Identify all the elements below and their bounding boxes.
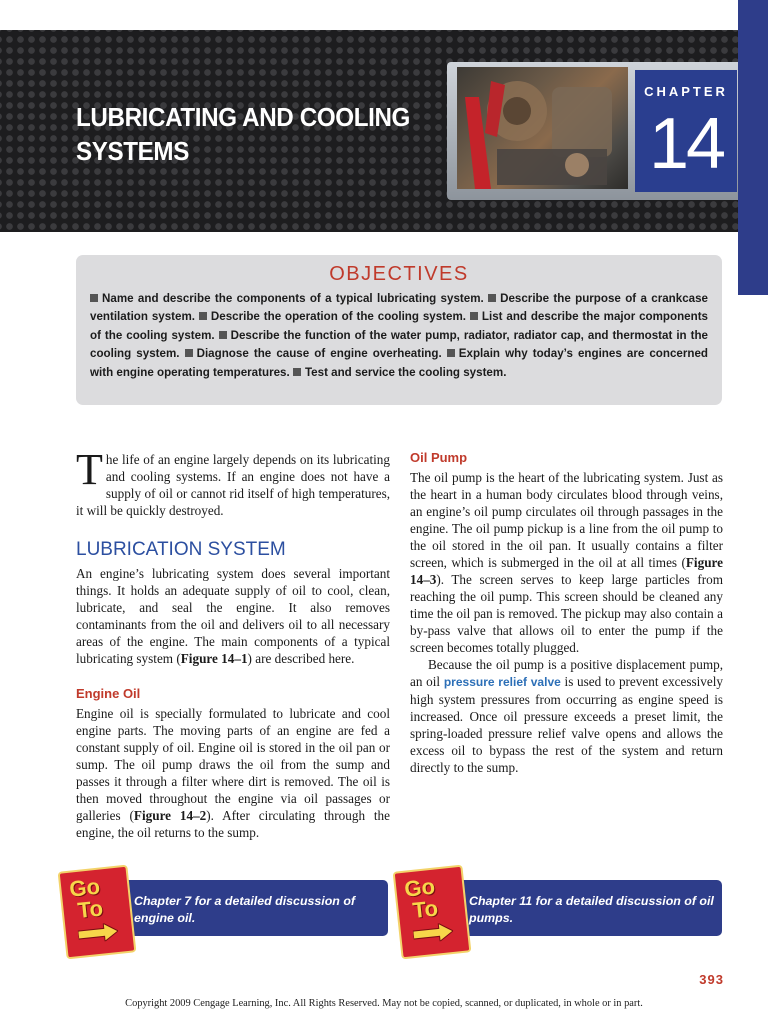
objective-item: Test and service the cooling system. bbox=[304, 365, 507, 379]
engine-photo-illustration bbox=[457, 67, 628, 189]
left-column bbox=[76, 445, 391, 841]
bullet-square-icon bbox=[293, 368, 301, 376]
oil-pump-text-2: Because the oil pump is a positive displacement pump, an oil bbox=[410, 657, 723, 689]
figure-reference[interactable]: Figure 14–2 bbox=[133, 808, 207, 823]
bullet-square-icon bbox=[470, 312, 478, 320]
goto-go-label: Go bbox=[403, 873, 437, 902]
intro-text: he life of an engine largely depends on its lubricating and cooling systems. If an engine does not have a supply of oil or cannot rid itself of high temperatures, it will be quickly destroyed. bbox=[76, 452, 390, 518]
objectives-title: OBJECTIVES bbox=[329, 263, 469, 285]
oil-pump-paragraph-2 bbox=[410, 656, 723, 776]
objective-item: Describe the purpose of a crankcase ventilation system. bbox=[90, 292, 708, 324]
bullet-square-icon bbox=[199, 312, 207, 320]
lubrication-text-end: ) are described here. bbox=[247, 651, 355, 666]
objective-item: Explain why today’s engines are concerned with engine operating temperatures. bbox=[90, 347, 708, 379]
goto-text: Chapter 11 for a detailed discussion of oil pumps. bbox=[469, 894, 714, 925]
goto-sign-icon bbox=[393, 865, 472, 960]
objective-item: Diagnose the cause of engine overheating. bbox=[196, 347, 442, 361]
engine-oil-text-end: ). After circulating through the engine, the oil returns to the sump. bbox=[76, 808, 391, 840]
drop-cap: T bbox=[76, 445, 103, 494]
figure-reference[interactable]: Figure 14–1 bbox=[180, 651, 248, 666]
bullet-square-icon bbox=[90, 294, 98, 302]
objective-item: Describe the function of the water pump, radiator, radiator cap, and thermostat in the cooling system. bbox=[90, 328, 708, 361]
chapter-title: LUBRICATING AND COOLING SYSTEMS bbox=[76, 102, 410, 166]
goto-go-label: Go bbox=[68, 873, 102, 902]
chapter-label: CHAPTER bbox=[644, 84, 728, 99]
bullet-square-icon bbox=[488, 294, 496, 302]
bullet-square-icon bbox=[219, 331, 227, 339]
goto-callout-engine-oil bbox=[68, 873, 388, 936]
goto-callout-oil-pumps bbox=[403, 873, 722, 936]
subheading-oil-pump: Oil Pump bbox=[410, 450, 468, 465]
goto-to-label: To bbox=[411, 895, 440, 923]
chapter-photo bbox=[457, 67, 628, 189]
objective-item: Describe the operation of the cooling system. bbox=[210, 310, 467, 324]
arrow-right-icon bbox=[412, 922, 454, 944]
copyright-notice: Copyright 2009 Cengage Learning, Inc. All Rights Reserved. May not be copied, scanned, or duplicated, in whole or in part. bbox=[125, 998, 643, 1009]
bullet-square-icon bbox=[447, 349, 455, 357]
lubrication-text: An engine’s lubricating system does several important things. It holds an adequate supply of oil to cool, clean, lubricate, and seal the engine. It also removes contaminants from the oil and delivers oil to all necessary areas of the engine. The main components of a typical lubricating system ( bbox=[76, 566, 390, 666]
page-number: 393 bbox=[699, 972, 724, 987]
oil-pump-text: The oil pump is the heart of the lubricating system. Just as the heart in a human body circulates blood through veins, an engine’s oil pump circulates oil through passages in the engine. The oil pump pickup is a line from the oil pump to the oil stored in the oil pan. It usually contains a filter screen, which is submerged in the oil at all times ( bbox=[410, 470, 723, 570]
key-term-pressure-relief-valve[interactable]: pressure relief valve bbox=[443, 675, 561, 689]
objective-item: Name and describe the components of a typical lubricating system. bbox=[102, 292, 484, 305]
section-heading-lubrication: LUBRICATION SYSTEM bbox=[76, 539, 286, 560]
engine-oil-paragraph bbox=[76, 705, 390, 841]
figure-reference[interactable]: Figure 14–3 bbox=[410, 555, 723, 587]
chapter-badge bbox=[635, 70, 737, 192]
arrow-right-icon bbox=[77, 922, 119, 944]
goto-to-label: To bbox=[76, 895, 105, 923]
engine-oil-text: Engine oil is specially formulated to lubricate and cool engine parts. The moving parts of an engine are fed a constant supply of oil. Engine oil is stored in the oil pan or sump. The oil pump draws the oil from the sump and passes it through a filter where dirt is removed. The oil is then moved throughout the engine via oil passages or galleries ( bbox=[76, 706, 390, 823]
bullet-square-icon bbox=[185, 349, 193, 357]
objective-item: List and describe the major components of the cooling system. bbox=[90, 310, 709, 342]
objectives-box bbox=[76, 255, 722, 405]
goto-sign-icon bbox=[58, 865, 137, 960]
oil-pump-text-2-end: is used to prevent excessively high system pressures from occurring as engine speed is increased. Once oil pressure exceeds a preset limit, the spring-loaded pressure relief valve opens and allows the excess oil to bypass the rest of the system and return directly to the sump. bbox=[410, 674, 724, 775]
objectives-list bbox=[90, 290, 708, 382]
right-column bbox=[410, 451, 723, 776]
chapter-number: 14 bbox=[648, 104, 724, 184]
subheading-engine-oil: Engine Oil bbox=[76, 686, 141, 701]
intro-paragraph bbox=[76, 445, 390, 519]
page-edge-tab bbox=[738, 0, 768, 295]
lubrication-paragraph bbox=[76, 565, 390, 667]
goto-text: Chapter 7 for a detailed discussion of engine oil. bbox=[134, 894, 356, 925]
oil-pump-text-end: ). The screen serves to keep large particles from reaching the oil pump. This screen should be cleaned any time the oil pan is removed. The pickup may also contain a by-pass valve that allows oil to enter the pump if the screen becomes totally plugged. bbox=[410, 572, 723, 655]
oil-pump-paragraph-1 bbox=[410, 469, 723, 656]
